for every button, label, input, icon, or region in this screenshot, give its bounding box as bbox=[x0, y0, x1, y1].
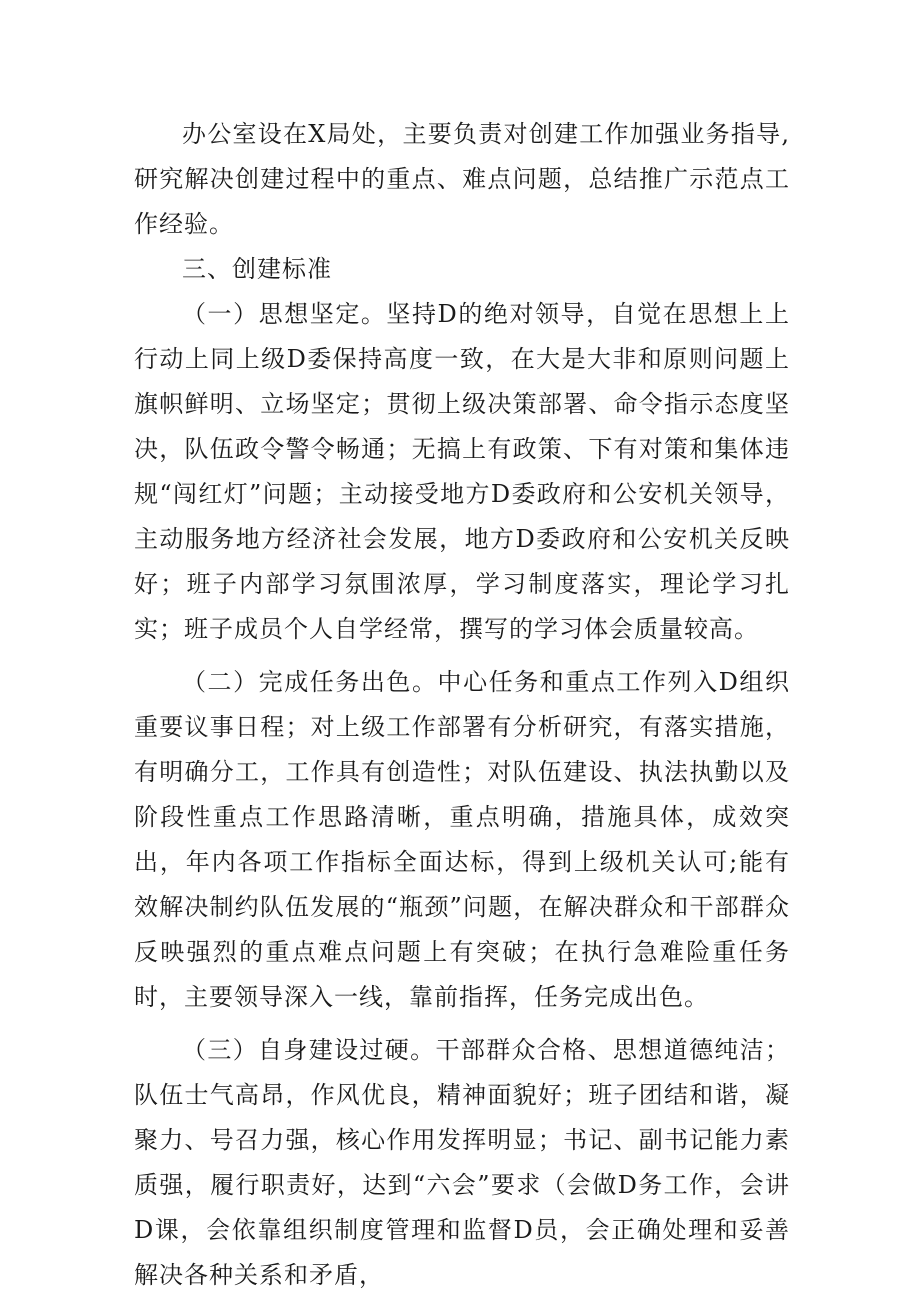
paragraph-standard-1: （一）思想坚定。坚持D的绝对领导，自觉在思想上上行动上同上级D委保持高度一致，在大是大非和原则问题上旗帜鲜明、立场坚定；贯彻上级决策部署、命令指示态度坚决，队伍政令警令畅通；无搞上有政策、下有对策和集体违规“闯红灯”问题；主动接受地方D委政府和公安机关领导，主动服务地方经济社会发展，地方D委政府和公安机关反映好；班子内部学习氛围浓厚，学习制度落实，理论学习扎实；班子成员个人自学经常，撰写的学习体会质量较高。 bbox=[134, 300, 790, 643]
paragraph-standard-3: （三）自身建设过硬。干部群众合格、思想道德纯洁；队伍士气高昂，作风优良，精神面貌好；班子团结和谐，凝聚力、号召力强，核心作用发挥明显；书记、副书记能力素质强，履行职责好，达到“六会”要求（会做D务工作，会讲D课，会依靠组织制度管理和监督D员，会正确处理和妥善解决各种关系和矛盾， bbox=[134, 1036, 790, 1289]
document-body bbox=[134, 112, 790, 1298]
section-heading-standards: 三、创建标准 bbox=[182, 255, 332, 283]
paragraph-office-duties: 办公室设在X局处，主要负责对创建工作加强业务指导,研究解决创建过程中的重点、难点问题，总结推广示范点工作经验。 bbox=[134, 120, 790, 238]
paragraph-standard-2: （二）完成任务出色。中心任务和重点工作列入D组织重要议事日程；对上级工作部署有分析研究，有落实措施，有明确分工，工作具有创造性；对队伍建设、执法执勤以及阶段性重点工作思路清晰，重点明确，措施具体，成效突出，年内各项工作指标全面达标，得到上级机关认可;能有效解决制约队伍发展的“瓶颈”问题，在解决群众和干部群众反映强烈的重点难点问题上有突破；在执行急难险重任务时，主要领导深入一线，靠前指挥，任务完成出色。 bbox=[134, 668, 790, 1011]
